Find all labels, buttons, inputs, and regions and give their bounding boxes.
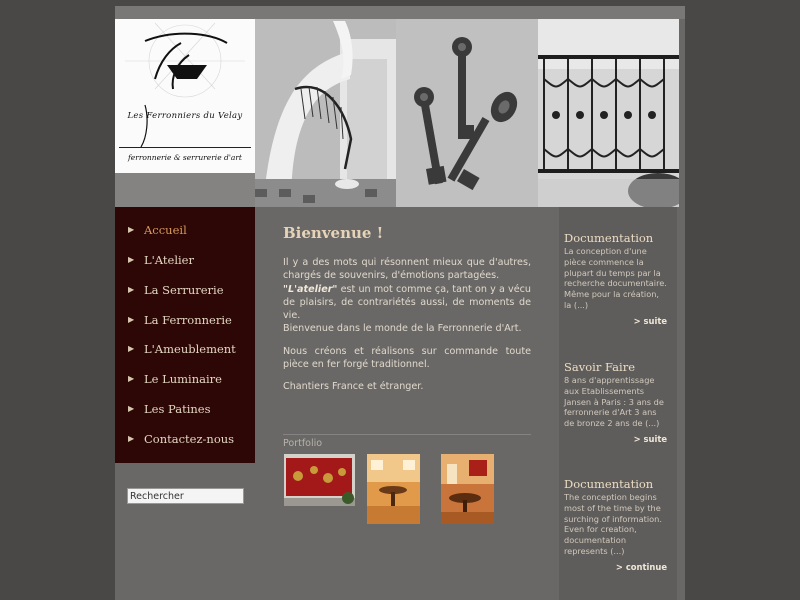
atelier-emphasis: "L'atelier" <box>283 283 338 295</box>
triangle-right-icon: ▶ <box>128 344 135 353</box>
company-tagline: ferronnerie & serrurerie d'art <box>128 153 242 162</box>
triangle-right-icon: ▶ <box>128 434 135 443</box>
news-text: 8 ans d'apprentissage aux Etablissements Jansen à Paris : 3 ans de ferronnerie d'Art 3 ans de bronze 2 ans de (...) <box>564 375 664 429</box>
page-container <box>115 6 685 600</box>
portfolio-label: Portfolio <box>283 438 323 449</box>
nav-item-patines[interactable] <box>115 402 255 430</box>
nav-label: L'Atelier <box>144 253 194 267</box>
main-content <box>283 224 531 394</box>
company-name: Les Ferronniers du Velay <box>127 111 243 121</box>
read-more-link[interactable]: > suite <box>633 315 667 326</box>
search-input[interactable] <box>127 488 244 504</box>
nav-item-serrurerie[interactable] <box>115 283 255 311</box>
news-text: The conception begins most of the time by the surching of information. Even for creation, documentation represents (...) <box>564 492 662 556</box>
news-title: Documentation <box>564 231 654 245</box>
intro-text-1: Il y a des mots qui résonnent mieux que d'autres, chargés de souvenirs, d'émotions partagées. <box>283 257 531 282</box>
services-paragraph: Nous créons et réalisons sur commande toute pièce en fer forgé traditionnel. <box>283 345 531 371</box>
nav-label: La Ferronnerie <box>144 313 232 327</box>
nav-item-ameublement[interactable] <box>115 342 255 370</box>
nav-label: Contactez-nous <box>144 432 235 446</box>
nav-item-atelier[interactable] <box>115 253 255 281</box>
triangle-right-icon: ▶ <box>128 285 135 294</box>
nav-label: La Serrurerie <box>144 283 224 297</box>
sites-paragraph: Chantiers France et étranger. <box>283 381 424 393</box>
page-title: Bienvenue ! <box>283 224 384 242</box>
logo-divider <box>119 147 251 148</box>
news-block-documentation <box>564 231 667 326</box>
triangle-right-icon: ▶ <box>128 315 135 324</box>
nav-item-ferronnerie[interactable] <box>115 313 255 341</box>
main-nav <box>115 207 255 463</box>
nav-item-accueil[interactable] <box>115 223 255 251</box>
news-block-documentation-en <box>564 477 667 572</box>
nav-item-luminaire[interactable] <box>115 372 255 400</box>
intro-text-3: Bienvenue dans le monde de la Ferronnerie d'Art. <box>283 323 522 335</box>
site-logo[interactable] <box>115 19 255 173</box>
header-photo-keys <box>396 19 538 207</box>
header-photo-staircase <box>255 19 396 207</box>
logo-spacer <box>115 173 255 207</box>
portfolio-thumbnail[interactable] <box>441 454 494 524</box>
nav-label: Accueil <box>144 223 187 237</box>
triangle-right-icon: ▶ <box>128 225 135 234</box>
portfolio-thumbnail[interactable] <box>284 454 355 506</box>
news-text: La conception d'une pièce commence la plupart du temps par la recherche documentaire. Même pour la création, la (...) <box>564 246 667 310</box>
intro-paragraph <box>283 256 531 336</box>
read-more-link[interactable]: > continue <box>615 561 667 572</box>
triangle-right-icon: ▶ <box>128 374 135 383</box>
top-strip <box>115 6 685 19</box>
news-title: Savoir Faire <box>564 360 636 374</box>
divider <box>283 434 531 435</box>
nav-label: Les Patines <box>144 402 211 416</box>
portfolio-thumbnail[interactable] <box>367 454 420 524</box>
nav-item-contact[interactable] <box>115 432 255 460</box>
news-title: Documentation <box>564 477 654 491</box>
triangle-right-icon: ▶ <box>128 404 135 413</box>
read-more-link[interactable]: > suite <box>633 433 667 444</box>
header-photo-railing <box>538 19 679 207</box>
nav-label: Le Luminaire <box>144 372 222 386</box>
news-block-savoir-faire <box>564 360 667 444</box>
nav-label: L'Ameublement <box>144 342 236 356</box>
intro-text-2: est un mot comme ça, tant on y a vécu de plaisirs, de contrariétés aussi, de moments de vie. <box>283 283 531 322</box>
right-sidebar <box>559 207 677 600</box>
logo-emblem-icon <box>115 19 255 173</box>
triangle-right-icon: ▶ <box>128 255 135 264</box>
